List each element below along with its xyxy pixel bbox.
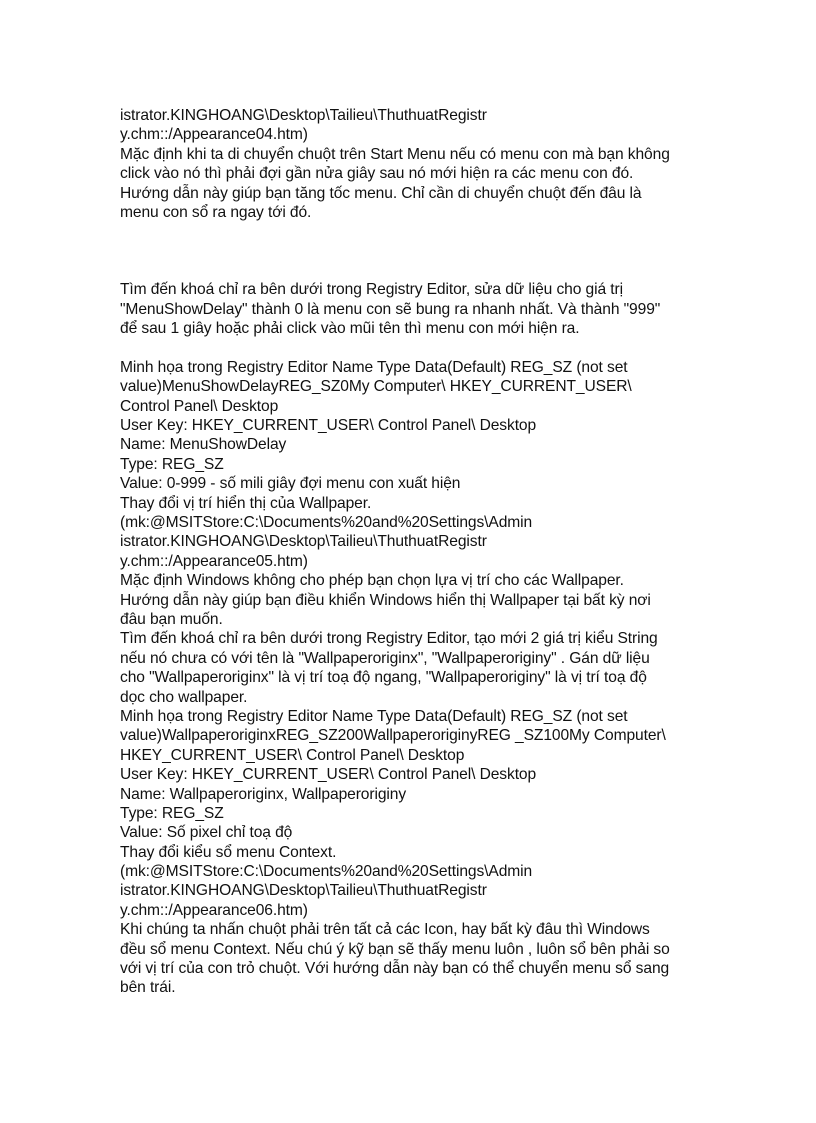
text-line: bên trái. [120, 979, 176, 997]
text-line: Hướng dẫn này giúp bạn điều khiển Windows hiển thị Wallpaper tại bất kỳ nơi [120, 591, 651, 609]
text-line: Minh họa trong Registry Editor Name Type Data(Default) REG_SZ (not set [120, 358, 628, 376]
text-line: Type: REG_SZ [120, 804, 224, 822]
paragraph-menu-delay-intro [120, 106, 710, 222]
spacer [120, 339, 710, 358]
text-line: User Key: HKEY_CURRENT_USER\ Control Panel\ Desktop [120, 766, 537, 784]
text-line: nếu nó chưa có với tên là "Wallpaperoriginx", "Wallpaperoriginy" . Gán dữ liệu [120, 649, 650, 667]
text-line: đâu bạn muốn. [120, 610, 223, 628]
spacer [120, 222, 710, 280]
text-line: Name: MenuShowDelay [120, 436, 287, 454]
text-line: value)MenuShowDelayREG_SZ0My Computer\ HKEY_CURRENT_USER\ [120, 378, 632, 396]
text-line: HKEY_CURRENT_USER\ Control Panel\ Desktop [120, 746, 465, 764]
text-line: Thay đổi kiểu sổ menu Context. [120, 843, 337, 861]
text-line: để sau 1 giây hoặc phải click vào mũi tên thì menu con mới hiện ra. [120, 320, 580, 338]
paragraph-registry-details [120, 358, 710, 998]
text-line: Mặc định khi ta di chuyển chuột trên Start Menu nếu có menu con mà bạn không [120, 145, 670, 163]
text-line: istrator.KINGHOANG\Desktop\Tailieu\ThuthuatRegistr [120, 533, 487, 551]
text-line: value)WallpaperoriginxREG_SZ200WallpaperoriginyREG _SZ100My Computer\ [120, 727, 666, 745]
text-line: istrator.KINGHOANG\Desktop\Tailieu\ThuthuatRegistr [120, 882, 487, 900]
text-line: Control Panel\ Desktop [120, 397, 279, 415]
text-line: với vị trí của con trỏ chuột. Với hướng dẫn này bạn có thể chuyển menu sổ sang [120, 960, 670, 978]
text-line: Value: 0-999 - số mili giây đợi menu con xuất hiện [120, 475, 461, 493]
text-line: "MenuShowDelay" thành 0 là menu con sẽ bung ra nhanh nhất. Và thành "999" [120, 300, 661, 318]
text-line: Name: Wallpaperoriginx, Wallpaperoriginy [120, 785, 407, 803]
text-line: Hướng dẫn này giúp bạn tăng tốc menu. Chỉ cần di chuyển chuột đến đâu là [120, 184, 642, 202]
text-line: Mặc định Windows không cho phép bạn chọn lựa vị trí cho các Wallpaper. [120, 572, 624, 590]
text-line: User Key: HKEY_CURRENT_USER\ Control Panel\ Desktop [120, 417, 537, 435]
text-line: cho "Wallpaperoriginx" là vị trí toạ độ ngang, "Wallpaperoriginy" là vị trí toạ độ [120, 669, 647, 687]
text-line: Tìm đến khoá chỉ ra bên dưới trong Registry Editor, tạo mới 2 giá trị kiểu String [120, 630, 658, 648]
text-line: dọc cho wallpaper. [120, 688, 248, 706]
text-line: y.chm::/Appearance06.htm) [120, 901, 308, 919]
text-line: Khi chúng ta nhấn chuột phải trên tất cả các Icon, hay bất kỳ đâu thì Windows [120, 921, 650, 939]
text-line: Minh họa trong Registry Editor Name Type Data(Default) REG_SZ (not set [120, 707, 628, 725]
text-line: y.chm::/Appearance04.htm) [120, 126, 308, 144]
text-line: (mk:@MSITStore:C:\Documents%20and%20Settings\Admin [120, 514, 533, 532]
text-line: Thay đổi vị trí hiển thị của Wallpaper. [120, 494, 372, 512]
text-line: (mk:@MSITStore:C:\Documents%20and%20Settings\Admin [120, 863, 533, 881]
text-line: click vào nó thì phải đợi gần nửa giây sau nó mới hiện ra các menu con đó. [120, 165, 634, 183]
text-line: đều sổ menu Context. Nếu chú ý kỹ bạn sẽ thấy menu luôn , luôn sổ bên phải so [120, 940, 670, 958]
text-line: Type: REG_SZ [120, 455, 224, 473]
text-line: istrator.KINGHOANG\Desktop\Tailieu\ThuthuatRegistr [120, 107, 487, 124]
text-line: Tìm đến khoá chỉ ra bên dưới trong Registry Editor, sửa dữ liệu cho giá trị [120, 281, 623, 299]
document-body [120, 106, 710, 998]
text-line: menu con sổ ra ngay tới đó. [120, 203, 312, 221]
text-line: y.chm::/Appearance05.htm) [120, 552, 308, 570]
text-line: Value: Số pixel chỉ toạ độ [120, 824, 293, 842]
paragraph-menu-delay-instructions [120, 280, 710, 338]
